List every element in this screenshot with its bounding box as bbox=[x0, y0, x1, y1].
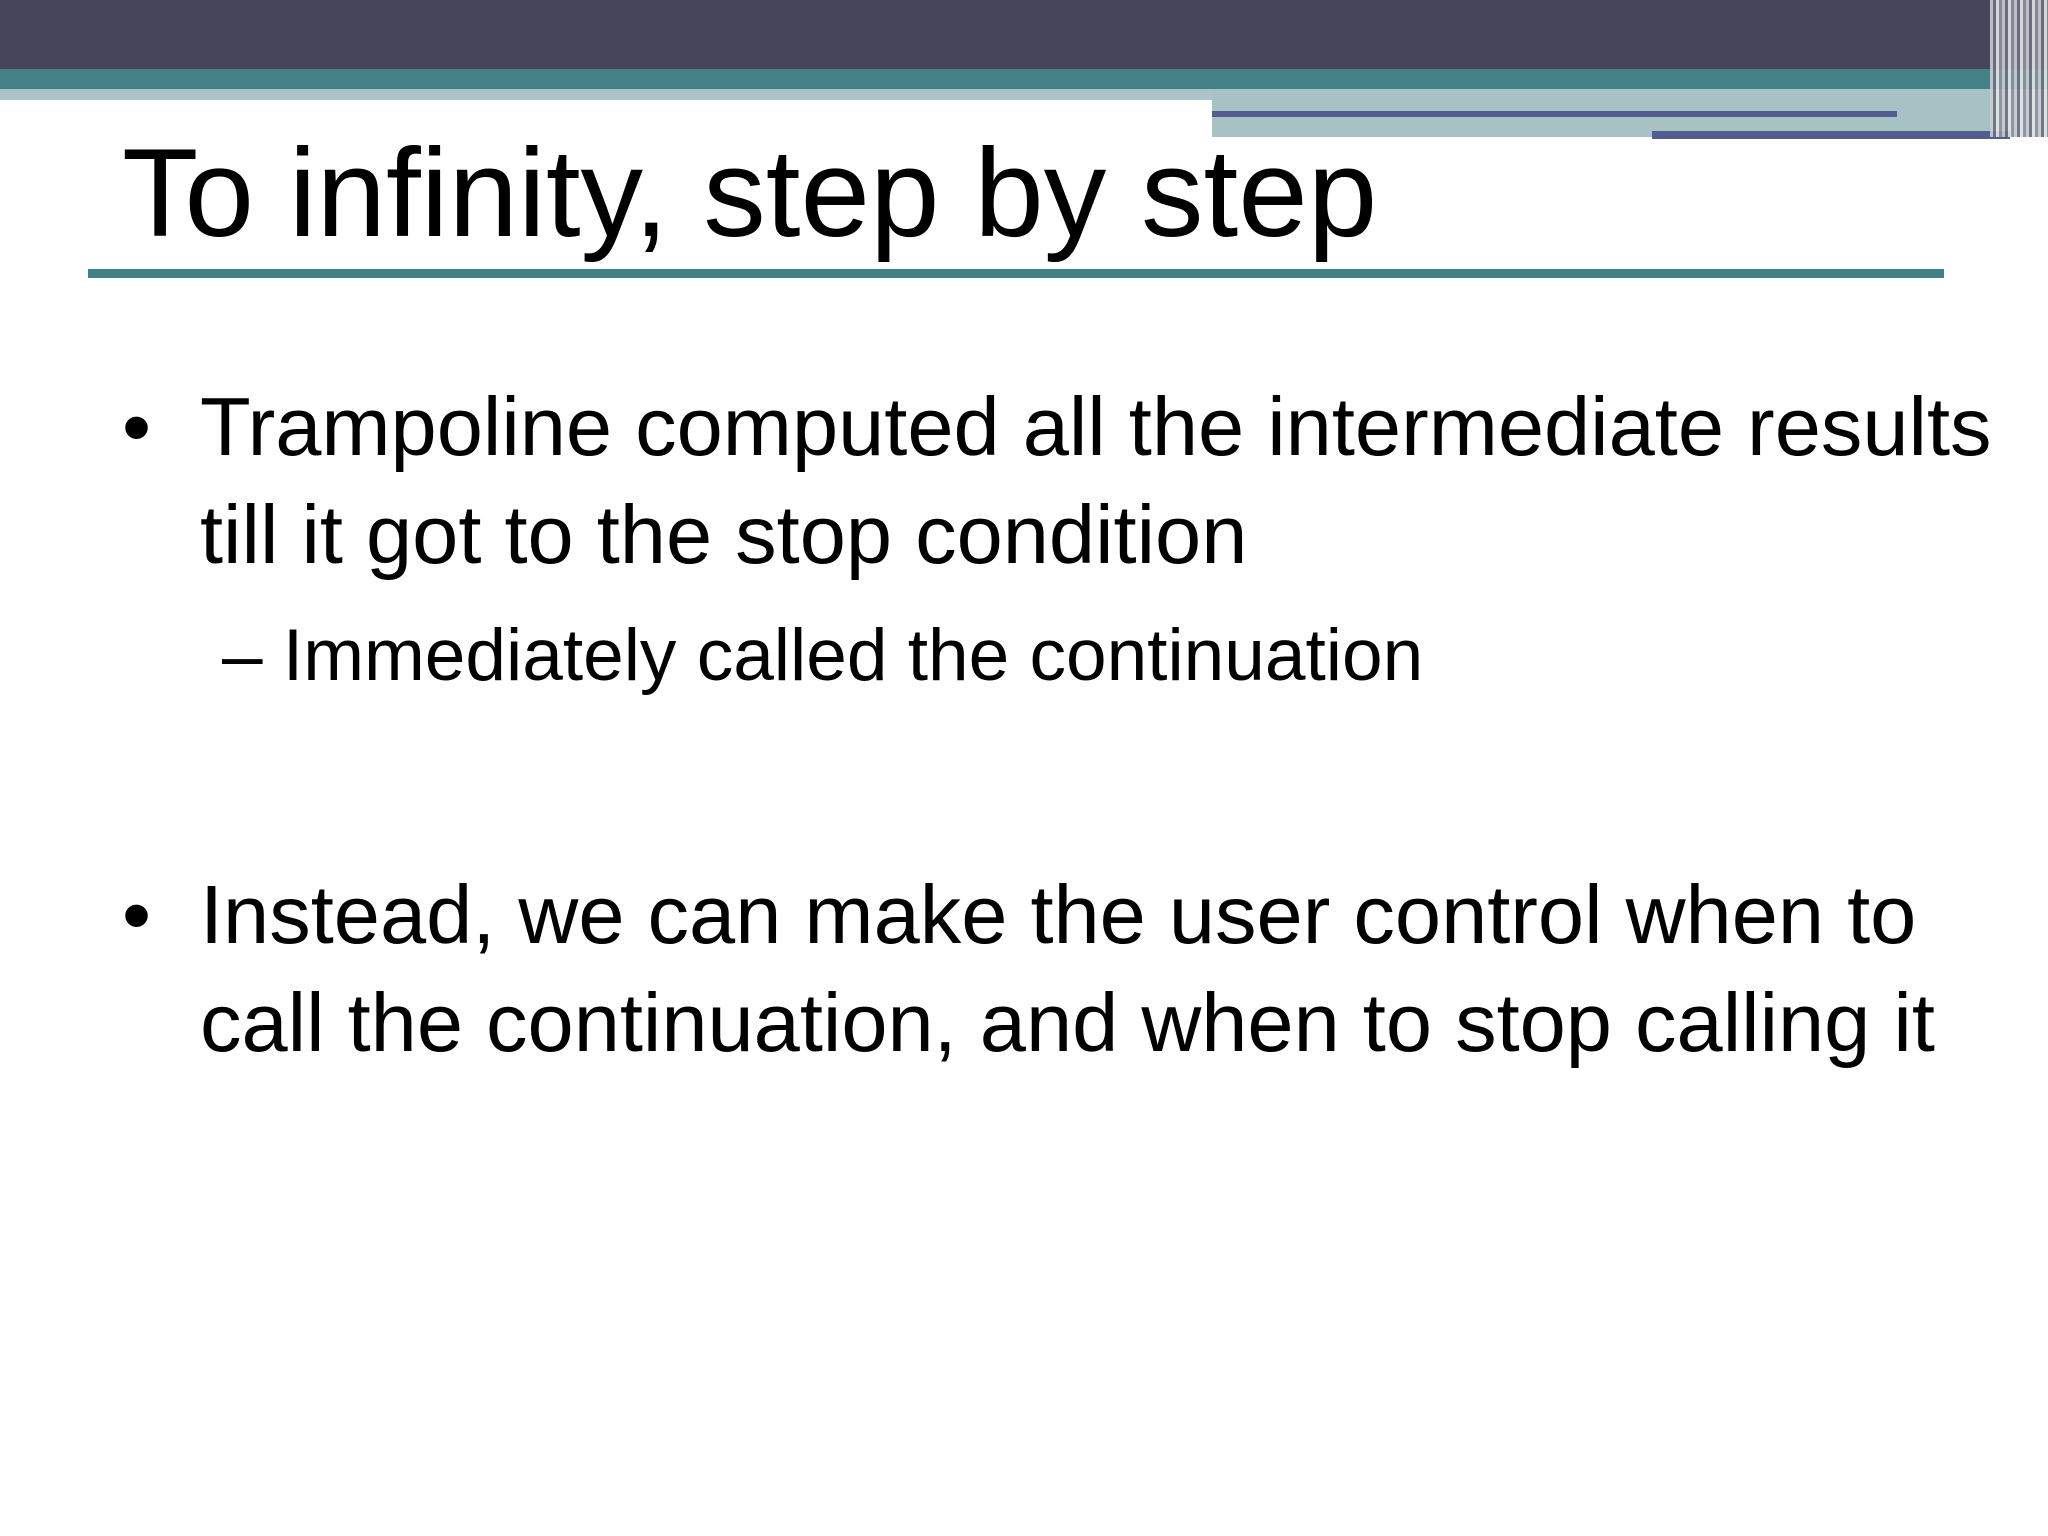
bullet-marker: • bbox=[122, 868, 152, 961]
slide-title: To infinity, step by step bbox=[122, 124, 1378, 263]
bullet-text: Trampoline computed all the intermediate results till it got to the stop condition bbox=[200, 380, 1992, 581]
sub-bullet-item bbox=[222, 602, 1423, 710]
sub-bullet-text: Immediately called the continuation bbox=[282, 615, 1424, 696]
bullet-marker: • bbox=[122, 380, 152, 473]
bullet-text: Instead, we can make the user control when to call the continuation, and when to stop calling it bbox=[200, 868, 1935, 1069]
dash-marker: – bbox=[222, 615, 263, 696]
